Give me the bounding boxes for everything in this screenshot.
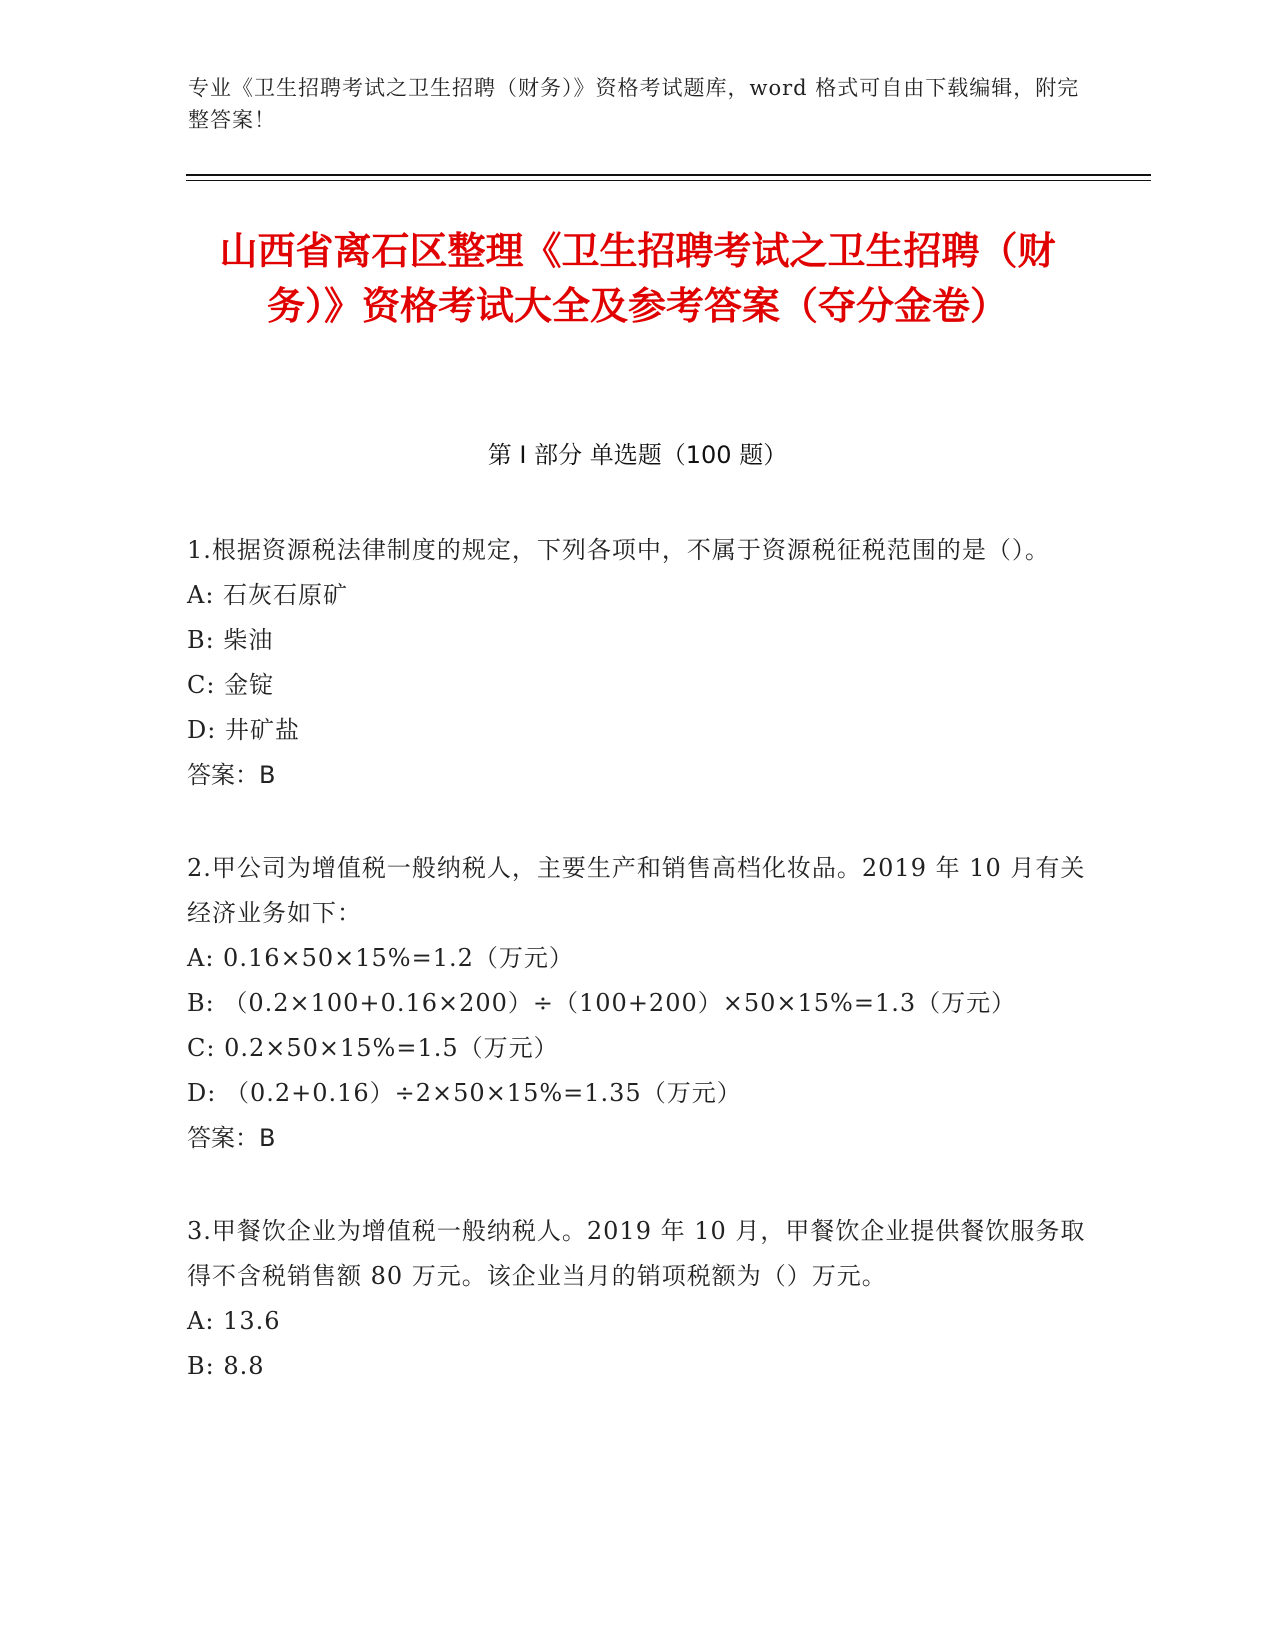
- option-d: D: （0.2+0.16）÷2×50×15%=1.35（万元）: [187, 1079, 742, 1107]
- option-c: C: 0.2×50×15%=1.5（万元）: [187, 1034, 559, 1062]
- document-title: 山西省离石区整理《卫生招聘考试之卫生招聘（财务）》资格考试大全及参考答案（夺分金卷）: [219, 229, 1056, 328]
- question-3: [187, 1209, 1087, 1389]
- question-stem: 2.甲公司为增值税一般纳税人，主要生产和销售高档化妆品。2019 年 10 月有关经济业务如下：: [187, 854, 1086, 927]
- header-note: 专业《卫生招聘考试之卫生招聘（财务）》资格考试题库，word 格式可自由下载编辑，附完整答案！: [188, 76, 1080, 132]
- option-a: A: 0.16×50×15%=1.2（万元）: [187, 944, 574, 972]
- section-heading: 第 I 部分 单选题（100 题）: [487, 441, 788, 469]
- option-a: A: 13.6: [187, 1307, 281, 1335]
- answer: 答案：B: [187, 761, 276, 789]
- option-b: B: 8.8: [187, 1352, 265, 1380]
- question-2: [187, 846, 1087, 1161]
- question-list: [187, 528, 1087, 1437]
- header-divider-thin: [186, 180, 1151, 181]
- answer: 答案：B: [187, 1124, 276, 1152]
- header-divider-thick: [186, 174, 1151, 176]
- question-stem: 1.根据资源税法律制度的规定，下列各项中，不属于资源税征税范围的是（）。: [187, 536, 1050, 564]
- option-c: C: 金锭: [187, 671, 275, 699]
- question-stem: 3.甲餐饮企业为增值税一般纳税人。2019 年 10 月，甲餐饮企业提供餐饮服务取得不含税销售额 80 万元。该企业当月的销项税额为（）万元。: [187, 1217, 1086, 1290]
- option-b: B: 柴油: [187, 626, 274, 654]
- option-d: D: 井矿盐: [187, 716, 300, 744]
- question-1: [187, 528, 1087, 798]
- option-b: B: （0.2×100+0.16×200）÷（100+200）×50×15%=1.3（万元）: [187, 989, 1017, 1017]
- option-a: A: 石灰石原矿: [187, 581, 349, 609]
